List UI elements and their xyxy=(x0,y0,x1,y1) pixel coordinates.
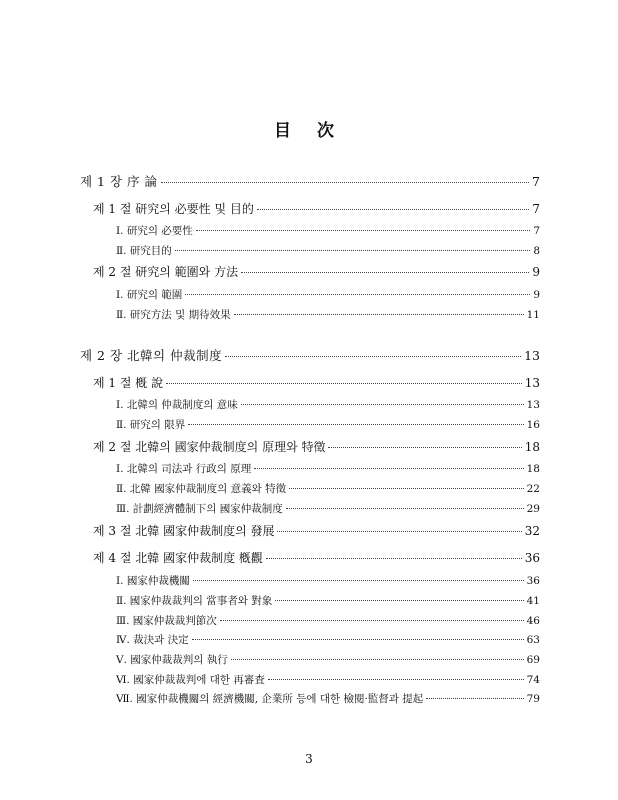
toc-page: 8 xyxy=(533,245,540,257)
toc-label: Ⅵ. 國家仲裁裁判에 대한 再審査 xyxy=(116,674,265,686)
toc-item[interactable] xyxy=(80,461,540,476)
toc-item[interactable] xyxy=(80,417,540,432)
toc-label: 제 2 장 北韓의 仲裁制度 xyxy=(80,348,223,363)
page-title: 目 次 xyxy=(274,121,344,141)
toc-page: 18 xyxy=(524,440,540,454)
toc-section[interactable] xyxy=(80,263,540,280)
dot-leader xyxy=(166,383,522,384)
toc-item[interactable] xyxy=(80,307,540,322)
toc-section[interactable] xyxy=(80,522,540,539)
toc-page: 13 xyxy=(524,376,540,390)
dot-leader xyxy=(225,356,521,357)
dot-leader xyxy=(241,272,529,273)
toc-label: Ⅰ. 北韓의 司法과 行政의 原理 xyxy=(116,463,252,475)
toc-label: Ⅰ. 研究의 範圍 xyxy=(116,289,183,301)
dot-leader xyxy=(241,404,524,405)
toc-item[interactable] xyxy=(80,652,540,667)
dot-leader xyxy=(188,424,523,425)
dot-leader xyxy=(268,679,524,680)
toc-item[interactable] xyxy=(80,287,540,302)
dot-leader xyxy=(161,182,530,183)
toc-page: 13 xyxy=(524,348,540,363)
toc-label: 제 1 절 槪 說 xyxy=(93,376,164,390)
toc-page: 9 xyxy=(533,289,540,301)
toc-item[interactable] xyxy=(80,672,540,687)
toc-page: 7 xyxy=(532,174,540,189)
dot-leader xyxy=(426,698,523,699)
toc-page: 74 xyxy=(526,674,540,686)
toc-label: Ⅱ. 研究方法 및 期待效果 xyxy=(116,309,231,321)
toc-label: Ⅶ. 國家仲裁機關의 經濟機關, 企業所 등에 대한 檢閱·監督과 提起 xyxy=(116,693,424,705)
toc-item[interactable] xyxy=(80,613,540,628)
dot-leader xyxy=(234,314,524,315)
dot-leader xyxy=(185,294,530,295)
dot-leader xyxy=(193,580,524,581)
page-number: 3 xyxy=(305,752,313,766)
toc-label: Ⅰ. 國家仲裁機關 xyxy=(116,575,190,587)
toc-section[interactable] xyxy=(80,549,540,566)
dot-leader xyxy=(175,250,531,251)
toc-section[interactable] xyxy=(80,374,540,391)
toc-label: Ⅱ. 研究의 限界 xyxy=(116,419,186,431)
toc-label: Ⅰ. 北韓의 仲裁制度의 意味 xyxy=(116,399,238,411)
dot-leader xyxy=(254,468,523,469)
toc-item[interactable] xyxy=(80,691,540,706)
toc-page: 9 xyxy=(532,265,540,279)
toc-page: 46 xyxy=(526,615,540,627)
toc-section[interactable] xyxy=(80,438,540,455)
toc-item[interactable] xyxy=(80,243,540,258)
dot-leader xyxy=(196,230,531,231)
toc-item[interactable] xyxy=(80,223,540,238)
dot-leader xyxy=(286,508,524,509)
toc-label: Ⅲ. 計劃經濟體制下의 國家仲裁制度 xyxy=(116,503,283,515)
dot-leader xyxy=(231,659,524,660)
toc-chapter-1[interactable] xyxy=(80,172,540,190)
toc-page: 36 xyxy=(526,575,540,587)
toc-label: Ⅱ. 國家仲裁裁判의 當事者와 對象 xyxy=(116,595,273,607)
toc-page: 41 xyxy=(526,595,540,607)
toc-item[interactable] xyxy=(80,397,540,412)
toc-item[interactable] xyxy=(80,632,540,647)
dot-leader xyxy=(266,558,522,559)
toc-page: 11 xyxy=(526,309,540,321)
toc-item[interactable] xyxy=(80,593,540,608)
toc-label: 제 4 절 北韓 國家仲裁制度 槪觀 xyxy=(93,551,263,565)
toc-page: 29 xyxy=(526,503,540,515)
toc-page: 18 xyxy=(526,463,540,475)
dot-leader xyxy=(220,620,524,621)
toc-label: 제 3 절 北韓 國家仲裁制度의 發展 xyxy=(93,524,275,538)
toc-page: 36 xyxy=(524,551,540,565)
toc-page: 7 xyxy=(533,225,540,237)
toc-label: Ⅲ. 國家仲裁裁判節次 xyxy=(116,615,217,627)
dot-leader xyxy=(192,639,524,640)
toc-page: 7 xyxy=(532,202,540,216)
dot-leader xyxy=(257,209,529,210)
toc-section[interactable] xyxy=(80,200,540,217)
toc-label: Ⅰ. 研究의 必要性 xyxy=(116,225,193,237)
toc-label: 제 2 절 北韓의 國家仲裁制度의 原理와 特徵 xyxy=(93,440,326,454)
toc-page: 69 xyxy=(526,654,540,666)
toc-page: 32 xyxy=(524,524,540,538)
toc-label: 제 1 절 研究의 必要性 및 目的 xyxy=(93,202,254,216)
toc-page: 13 xyxy=(526,399,540,411)
toc-item[interactable] xyxy=(80,481,540,496)
toc-label: Ⅳ. 裁決과 決定 xyxy=(116,634,189,646)
toc-page: 79 xyxy=(526,693,540,705)
toc-label: 제 1 장 序 論 xyxy=(80,174,158,189)
toc-label: Ⅱ. 北韓 國家仲裁制度의 意義와 特徵 xyxy=(116,483,287,495)
toc-page: 63 xyxy=(526,634,540,646)
toc-item[interactable] xyxy=(80,573,540,588)
toc-label: Ⅱ. 研究目的 xyxy=(116,245,172,257)
dot-leader xyxy=(275,600,523,601)
toc-page: 16 xyxy=(526,419,540,431)
toc-label: Ⅴ. 國家仲裁裁判의 執行 xyxy=(116,654,228,666)
dot-leader xyxy=(277,531,521,532)
toc-item[interactable] xyxy=(80,501,540,516)
toc-label: 제 2 절 研究의 範圍와 方法 xyxy=(93,265,239,279)
dot-leader xyxy=(289,488,524,489)
dot-leader xyxy=(328,447,521,448)
toc-chapter-2[interactable] xyxy=(80,346,540,364)
toc-page: 22 xyxy=(526,483,540,495)
